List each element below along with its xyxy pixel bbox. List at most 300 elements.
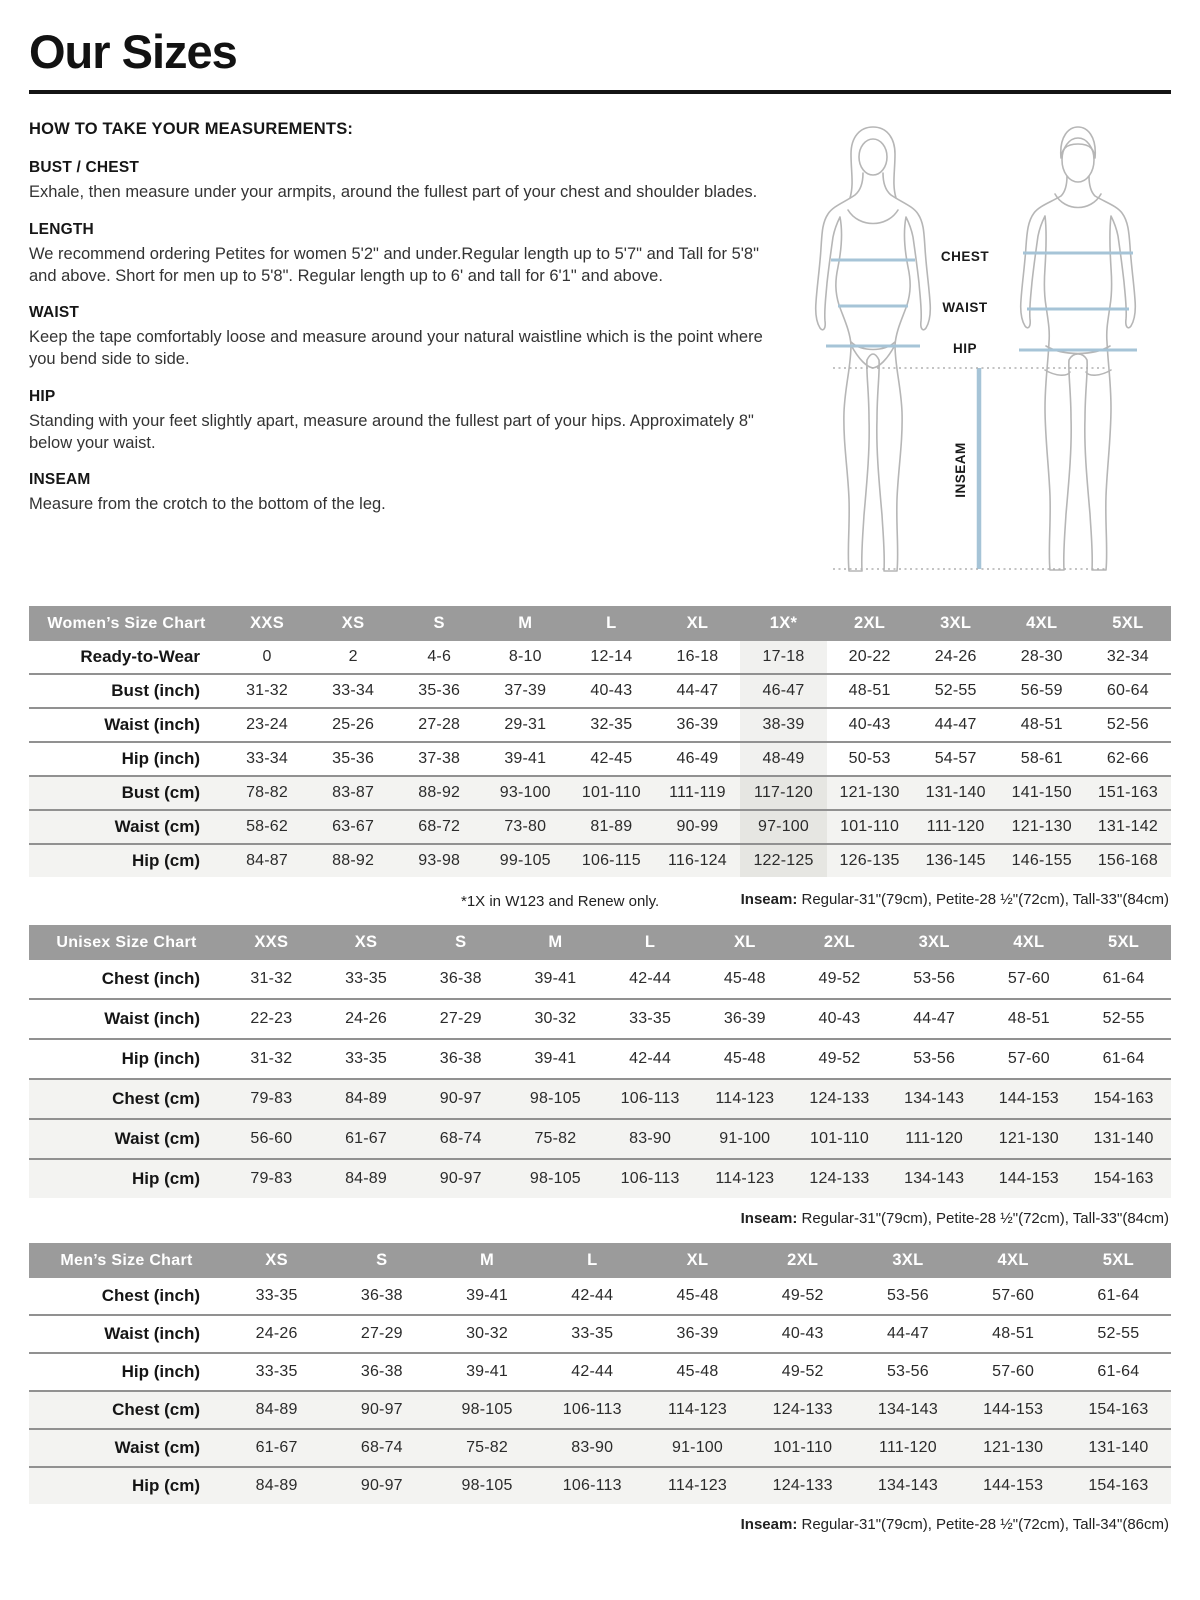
section-body: Measure from the crotch to the bottom of the leg. [29, 495, 386, 514]
size-cell: 39-41 [534, 970, 577, 987]
size-cell: 124-133 [772, 1477, 833, 1494]
size-cell: 48-51 [992, 1325, 1035, 1342]
table-row [29, 1391, 1171, 1429]
size-cell: 39-41 [504, 750, 547, 767]
table-row [29, 641, 1171, 674]
size-cell: 36-38 [439, 1050, 482, 1067]
size-cell: 44-47 [676, 682, 719, 699]
size-cell: 42-44 [629, 1050, 672, 1067]
size-cell: 50-53 [848, 750, 891, 767]
womens-inseam-note [741, 891, 1169, 908]
size-column-header: L [603, 925, 698, 960]
size-column-header: L [540, 1243, 645, 1278]
size-cell: 114-123 [715, 1090, 775, 1107]
size-cell: 79-83 [250, 1090, 293, 1107]
size-column-header: 3XL [855, 1243, 960, 1278]
size-column-header: 5XL [1076, 925, 1171, 960]
unisex-size-chart [29, 925, 1171, 1198]
size-cell: 144-153 [998, 1090, 1059, 1107]
size-cell: 57-60 [1007, 1050, 1050, 1067]
size-cell: 84-89 [345, 1090, 387, 1107]
size-cell: 24-26 [934, 648, 977, 665]
size-cell: 33-35 [345, 1050, 387, 1067]
table-title: Unisex Size Chart [29, 925, 224, 960]
size-cell: 98-105 [461, 1477, 513, 1494]
row-label: Chest (cm) [112, 1400, 200, 1419]
size-cell: 124-133 [809, 1170, 870, 1187]
womens-notes [29, 877, 1171, 925]
size-cell: 36-38 [360, 1287, 403, 1304]
size-column-header: 5XL [1085, 606, 1171, 641]
section-hip [29, 388, 777, 455]
section-body: We recommend ordering Petites for women 5'2" and under.Regular length up to 5'7" and Tall for 5'8" and above. Short for men up to 5'8". Regular length up to 6' and tall for 6'1" and above. [29, 244, 759, 285]
section-title: BUST / CHEST [29, 159, 140, 176]
size-cell: 33-35 [255, 1363, 298, 1380]
size-cell: 75-82 [466, 1439, 508, 1456]
table-row [29, 1278, 1171, 1315]
size-cell: 52-55 [934, 682, 977, 699]
size-cell: 90-97 [439, 1090, 482, 1107]
table-row [29, 1039, 1171, 1079]
inseam-note-label: Inseam: [740, 1516, 798, 1533]
figures-illustration [793, 120, 1171, 590]
section-waist [29, 304, 777, 371]
size-cell: 151-163 [1097, 784, 1158, 801]
size-cell: 33-35 [629, 1010, 672, 1027]
size-cell: 33-35 [255, 1287, 298, 1304]
size-cell: 48-49 [740, 742, 826, 776]
table-row [29, 844, 1171, 877]
size-cell: 98-105 [461, 1401, 513, 1418]
size-cell: 91-100 [719, 1130, 771, 1147]
size-column-header: XS [310, 606, 396, 641]
size-cell: 30-32 [466, 1325, 508, 1342]
size-cell: 44-47 [886, 1325, 929, 1342]
size-column-header: L [568, 606, 654, 641]
size-cell: 117-120 [740, 776, 826, 810]
size-column-header: XXS [224, 925, 319, 960]
size-cell: 36-39 [676, 716, 719, 733]
size-cell: 20-22 [848, 648, 891, 665]
size-column-header: M [482, 606, 568, 641]
mens-size-chart [29, 1243, 1171, 1504]
size-cell: 62-66 [1106, 750, 1149, 767]
size-cell: 38-39 [740, 708, 826, 742]
body-measurement-diagram [793, 120, 1171, 590]
size-cell: 16-18 [676, 648, 719, 665]
size-cell: 25-26 [332, 716, 375, 733]
size-column-header: 2XL [827, 606, 913, 641]
size-cell: 52-56 [1106, 716, 1149, 733]
size-cell: 111-120 [879, 1439, 937, 1456]
size-cell: 131-140 [1093, 1130, 1154, 1147]
size-cell: 114-123 [668, 1477, 727, 1494]
size-cell: 88-92 [332, 852, 375, 869]
1x-footnote: *1X in W123 and Renew only. [461, 893, 660, 910]
page-title: Our Sizes [29, 25, 237, 78]
size-cell: 2 [348, 648, 358, 665]
size-cell: 53-56 [913, 970, 956, 987]
row-label: Chest (inch) [101, 1286, 200, 1305]
size-cell: 81-89 [590, 818, 633, 835]
size-cell: 114-123 [715, 1170, 775, 1187]
size-column-header: S [329, 1243, 434, 1278]
size-cell: 98-105 [529, 1170, 581, 1187]
size-cell: 32-35 [590, 716, 633, 733]
size-column-header: 5XL [1066, 1243, 1171, 1278]
size-cell: 134-143 [877, 1477, 938, 1494]
size-cell: 40-43 [781, 1325, 824, 1342]
table-row [29, 1159, 1171, 1198]
size-cell: 61-64 [1097, 1363, 1140, 1380]
size-column-header: M [508, 925, 603, 960]
size-column-header: 3XL [887, 925, 982, 960]
size-cell: 36-38 [360, 1363, 403, 1380]
row-label: Hip (cm) [132, 1169, 200, 1188]
table-row [29, 960, 1171, 999]
table-row [29, 1079, 1171, 1119]
size-cell: 36-39 [676, 1325, 719, 1342]
size-column-header: XL [654, 606, 740, 641]
size-cell: 53-56 [913, 1050, 956, 1067]
size-cell: 37-39 [504, 682, 547, 699]
size-cell: 42-44 [629, 970, 672, 987]
size-cell: 101-110 [581, 784, 641, 801]
size-column-header: XS [319, 925, 414, 960]
table-row [29, 776, 1171, 810]
size-cell: 122-125 [740, 844, 826, 877]
row-label: Waist (inch) [104, 715, 200, 734]
size-cell: 121-130 [1011, 818, 1072, 835]
mens-inseam-note [29, 1516, 1169, 1533]
row-label: Waist (inch) [104, 1324, 200, 1343]
size-cell: 39-41 [466, 1287, 508, 1304]
size-cell: 106-113 [562, 1477, 622, 1494]
size-cell: 63-67 [332, 818, 375, 835]
size-cell: 42-44 [571, 1363, 614, 1380]
size-cell: 111-120 [926, 818, 985, 835]
row-label: Bust (cm) [121, 783, 200, 802]
size-cell: 48-51 [1020, 716, 1063, 733]
row-label: Bust (inch) [111, 681, 200, 700]
size-cell: 31-32 [250, 1050, 293, 1067]
size-cell: 154-163 [1093, 1090, 1154, 1107]
size-cell: 44-47 [934, 716, 977, 733]
size-cell: 30-32 [534, 1010, 577, 1027]
size-cell: 90-97 [360, 1477, 403, 1494]
row-label: Hip (inch) [121, 1049, 200, 1068]
size-column-header: XXS [224, 606, 310, 641]
size-cell: 84-89 [345, 1170, 387, 1187]
size-cell: 106-113 [620, 1090, 680, 1107]
size-column-header: M [434, 1243, 539, 1278]
size-column-header: 4XL [999, 606, 1085, 641]
size-cell: 45-48 [676, 1287, 719, 1304]
section-length [29, 221, 777, 288]
size-cell: 31-32 [250, 970, 293, 987]
size-cell: 61-67 [255, 1439, 298, 1456]
size-cell: 52-55 [1097, 1325, 1140, 1342]
row-label: Waist (cm) [114, 817, 200, 836]
size-cell: 33-34 [246, 750, 288, 767]
size-cell: 131-140 [925, 784, 986, 801]
mens-table [29, 1243, 1171, 1504]
size-cell: 99-105 [499, 852, 551, 869]
size-cell: 46-47 [740, 674, 826, 708]
size-cell: 40-43 [590, 682, 633, 699]
size-cell: 121-130 [983, 1439, 1044, 1456]
size-cell: 156-168 [1097, 852, 1158, 869]
chest-label: CHEST [940, 249, 990, 264]
womens-size-chart [29, 606, 1171, 877]
row-label: Ready-to-Wear [80, 647, 200, 666]
size-cell: 57-60 [992, 1363, 1035, 1380]
size-cell: 49-52 [781, 1363, 824, 1380]
size-cell: 124-133 [772, 1401, 833, 1418]
size-column-header: 1X* [740, 606, 826, 641]
size-cell: 40-43 [848, 716, 891, 733]
size-cell: 42-44 [571, 1287, 614, 1304]
size-column-header: 2XL [750, 1243, 855, 1278]
size-cell: 45-48 [723, 1050, 766, 1067]
size-cell: 36-39 [723, 1010, 766, 1027]
size-cell: 33-34 [332, 682, 375, 699]
size-cell: 58-61 [1020, 750, 1063, 767]
table-row [29, 1315, 1171, 1353]
size-cell: 56-59 [1020, 682, 1063, 699]
size-cell: 27-29 [360, 1325, 403, 1342]
table-row [29, 810, 1171, 844]
size-cell: 28-30 [1020, 648, 1063, 665]
size-cell: 29-31 [504, 716, 547, 733]
size-cell: 49-52 [818, 1050, 861, 1067]
size-cell: 57-60 [992, 1287, 1035, 1304]
size-guide-page [0, 24, 1200, 1533]
size-cell: 53-56 [886, 1287, 929, 1304]
row-label: Hip (inch) [121, 1362, 200, 1381]
size-cell: 146-155 [1011, 852, 1072, 869]
size-column-header: 3XL [913, 606, 999, 641]
size-cell: 136-145 [925, 852, 986, 869]
measurement-guide-section [29, 120, 1171, 590]
row-label: Chest (cm) [112, 1089, 200, 1108]
size-cell: 27-28 [418, 716, 461, 733]
size-cell: 45-48 [676, 1363, 719, 1380]
table-title: Women’s Size Chart [29, 606, 224, 641]
size-cell: 36-38 [439, 970, 482, 987]
size-cell: 61-64 [1102, 1050, 1145, 1067]
section-bust-chest [29, 159, 777, 204]
size-cell: 68-74 [360, 1439, 403, 1456]
inseam-note-text: Regular-31"(79cm), Petite-28 ½"(72cm), Tall-34"(86cm) [797, 1516, 1169, 1533]
unisex-inseam-note [29, 1210, 1169, 1227]
size-cell: 90-99 [676, 818, 719, 835]
size-cell: 54-57 [934, 750, 977, 767]
size-cell: 44-47 [913, 1010, 956, 1027]
size-cell: 39-41 [534, 1050, 577, 1067]
size-cell: 101-110 [773, 1439, 833, 1456]
size-cell: 90-97 [360, 1401, 403, 1418]
row-label: Hip (inch) [121, 749, 200, 768]
table-row [29, 1467, 1171, 1504]
size-cell: 88-92 [418, 784, 461, 801]
size-cell: 134-143 [877, 1401, 938, 1418]
size-cell: 37-38 [418, 750, 461, 767]
row-label: Hip (cm) [132, 851, 200, 870]
size-cell: 22-23 [250, 1010, 293, 1027]
size-column-header: S [413, 925, 508, 960]
measurement-instructions [29, 120, 777, 533]
size-cell: 106-115 [581, 852, 641, 869]
size-cell: 68-72 [418, 818, 461, 835]
header-row [29, 925, 1171, 960]
size-cell: 154-163 [1088, 1477, 1149, 1494]
row-label: Waist (cm) [114, 1129, 200, 1148]
table-row [29, 708, 1171, 742]
size-cell: 33-35 [571, 1325, 614, 1342]
size-charts [29, 606, 1171, 1533]
inseam-note-label: Inseam: [740, 1210, 798, 1227]
section-body: Keep the tape comfortably loose and measure around your natural waistline which is the point where you bend side to side. [29, 328, 763, 369]
size-cell: 101-110 [840, 818, 900, 835]
size-cell: 8-10 [508, 648, 542, 665]
size-cell: 144-153 [983, 1477, 1044, 1494]
header-row [29, 606, 1171, 641]
inseam-note-text: Regular-31"(79cm), Petite-28 ½"(72cm), Tall-33"(84cm) [797, 1210, 1169, 1227]
table-row [29, 1429, 1171, 1467]
size-cell: 101-110 [810, 1130, 869, 1147]
size-cell: 93-100 [499, 784, 551, 801]
size-column-header: S [396, 606, 482, 641]
table-title: Men’s Size Chart [29, 1243, 224, 1278]
hip-label: HIP [952, 341, 978, 356]
size-cell: 144-153 [998, 1170, 1059, 1187]
section-title: HIP [29, 387, 56, 405]
size-cell: 31-32 [246, 682, 288, 699]
row-label: Waist (inch) [104, 1009, 200, 1028]
size-cell: 68-74 [439, 1130, 482, 1147]
section-inseam [29, 471, 777, 516]
size-cell: 56-60 [250, 1130, 293, 1147]
size-cell: 40-43 [818, 1010, 861, 1027]
size-cell: 17-18 [740, 641, 826, 674]
size-cell: 114-123 [668, 1401, 727, 1418]
size-cell: 126-135 [839, 852, 900, 869]
size-cell: 84-89 [255, 1401, 298, 1418]
size-cell: 134-143 [904, 1170, 965, 1187]
size-column-header: XL [645, 1243, 750, 1278]
table-row [29, 1353, 1171, 1391]
size-cell: 154-163 [1088, 1401, 1149, 1418]
size-cell: 106-113 [620, 1170, 680, 1187]
size-cell: 33-35 [345, 970, 387, 987]
size-cell: 61-67 [345, 1130, 387, 1147]
size-cell: 58-62 [246, 818, 288, 835]
size-cell: 57-60 [1007, 970, 1050, 987]
size-cell: 91-100 [671, 1439, 723, 1456]
table-row [29, 742, 1171, 776]
size-cell: 93-98 [418, 852, 461, 869]
size-cell: 83-90 [629, 1130, 672, 1147]
size-cell: 84-87 [246, 852, 288, 869]
size-cell: 61-64 [1102, 970, 1145, 987]
size-column-header: XS [224, 1243, 329, 1278]
row-label: Waist (cm) [114, 1438, 200, 1457]
size-cell: 116-124 [667, 852, 727, 869]
size-cell: 35-36 [332, 750, 375, 767]
size-cell: 0 [262, 648, 272, 665]
size-cell: 121-130 [839, 784, 900, 801]
size-cell: 52-55 [1102, 1010, 1145, 1027]
size-cell: 79-83 [250, 1170, 293, 1187]
size-cell: 141-150 [1011, 784, 1072, 801]
size-cell: 73-80 [504, 818, 547, 835]
size-cell: 97-100 [740, 810, 826, 844]
size-cell: 78-82 [246, 784, 288, 801]
size-cell: 84-89 [255, 1477, 298, 1494]
size-cell: 49-52 [818, 970, 861, 987]
size-cell: 111-119 [669, 784, 726, 801]
size-cell: 134-143 [904, 1090, 965, 1107]
unisex-table [29, 925, 1171, 1198]
size-cell: 27-29 [439, 1010, 482, 1027]
header-row [29, 1243, 1171, 1278]
size-cell: 83-90 [571, 1439, 614, 1456]
row-label: Chest (inch) [101, 969, 200, 988]
section-body: Standing with your feet slightly apart, measure around the fullest part of your hips. Approximately 8" below your waist. [29, 411, 754, 452]
size-cell: 124-133 [809, 1090, 870, 1107]
size-cell: 154-163 [1093, 1170, 1154, 1187]
size-cell: 46-49 [676, 750, 719, 767]
size-cell: 49-52 [781, 1287, 824, 1304]
size-cell: 48-51 [1007, 1010, 1050, 1027]
waist-label: WAIST [942, 300, 988, 315]
instructions-heading: HOW TO TAKE YOUR MEASUREMENTS: [29, 120, 354, 138]
inseam-note-text: Regular-31"(79cm), Petite-28 ½"(72cm), Tall-33"(84cm) [797, 891, 1169, 908]
size-cell: 75-82 [534, 1130, 577, 1147]
size-cell: 4-6 [427, 648, 452, 665]
size-cell: 53-56 [886, 1363, 929, 1380]
size-cell: 45-48 [723, 970, 766, 987]
size-cell: 23-24 [246, 716, 288, 733]
section-title: WAIST [29, 304, 80, 322]
size-cell: 12-14 [590, 648, 633, 665]
size-cell: 48-51 [848, 682, 891, 699]
size-cell: 39-41 [466, 1363, 508, 1380]
inseam-note-label: Inseam: [740, 891, 798, 908]
section-title: INSEAM [29, 471, 91, 489]
size-cell: 98-105 [529, 1090, 581, 1107]
female-figure-outline [816, 127, 931, 571]
size-cell: 32-34 [1106, 648, 1149, 665]
size-column-header: XL [697, 925, 792, 960]
size-cell: 106-113 [562, 1401, 622, 1418]
size-cell: 24-26 [345, 1010, 387, 1027]
size-cell: 61-64 [1097, 1287, 1140, 1304]
size-cell: 60-64 [1106, 682, 1149, 699]
womens-table [29, 606, 1171, 877]
size-cell: 83-87 [332, 784, 375, 801]
size-column-header: 4XL [982, 925, 1077, 960]
table-row [29, 1119, 1171, 1159]
inseam-label: INSEAM [953, 442, 968, 498]
table-row [29, 999, 1171, 1039]
title-divider [29, 90, 1171, 94]
section-title: LENGTH [29, 220, 94, 238]
size-cell: 24-26 [255, 1325, 298, 1342]
size-cell: 131-140 [1088, 1439, 1149, 1456]
size-cell: 111-120 [905, 1130, 964, 1147]
